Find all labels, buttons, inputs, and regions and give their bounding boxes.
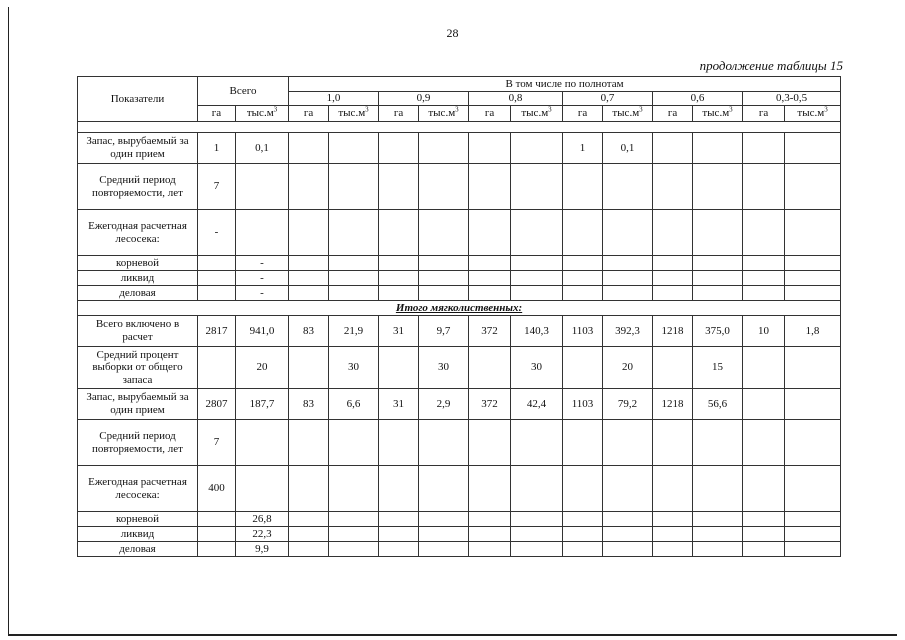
header-unit-ha: га — [469, 106, 511, 122]
table-cell: 187,7 — [236, 389, 289, 420]
table-cell: 0,1 — [603, 133, 653, 164]
table-cell — [743, 527, 785, 542]
header-unit-ha: га — [379, 106, 419, 122]
table-row — [78, 389, 841, 420]
table-cell: 392,3 — [603, 316, 653, 347]
table-cell — [785, 256, 841, 271]
row-label: деловая — [78, 286, 198, 301]
table-cell: 6,6 — [329, 389, 379, 420]
table-cell — [603, 271, 653, 286]
table-cell — [603, 512, 653, 527]
table-cell — [603, 466, 653, 512]
row-label: корневой — [78, 256, 198, 271]
table-cell: 1 — [563, 133, 603, 164]
table-cell — [653, 164, 693, 210]
table-cell: 30 — [511, 347, 563, 389]
table-cell — [289, 133, 329, 164]
table-cell — [419, 256, 469, 271]
header-unit-ha: га — [198, 106, 236, 122]
table-cell: 941,0 — [236, 316, 289, 347]
table-cell — [743, 389, 785, 420]
table-cell — [693, 542, 743, 557]
table-cell — [743, 164, 785, 210]
table-cell — [563, 271, 603, 286]
table-cell — [289, 256, 329, 271]
table-cell: 15 — [693, 347, 743, 389]
unit-exponent: 3 — [639, 105, 643, 114]
table-cell — [469, 512, 511, 527]
table-cell — [236, 210, 289, 256]
table-cell — [289, 347, 329, 389]
table-cell — [693, 133, 743, 164]
table-cell — [469, 286, 511, 301]
table-cell — [419, 420, 469, 466]
table-cell: 1218 — [653, 389, 693, 420]
table-cell — [198, 512, 236, 527]
row-label: Запас, вырубаемый за один прием — [78, 389, 198, 420]
table-cell — [236, 164, 289, 210]
table-cell: 79,2 — [603, 389, 653, 420]
table-cell — [511, 210, 563, 256]
table-row — [78, 316, 841, 347]
unit-base: тыс.м — [797, 107, 825, 120]
header-unit-volume — [236, 106, 289, 122]
header-density: 0,9 — [379, 92, 469, 106]
header-unit-ha: га — [289, 106, 329, 122]
table-cell — [693, 527, 743, 542]
header-unit-volume — [329, 106, 379, 122]
table-cell: 1 — [198, 133, 236, 164]
table-cell — [743, 542, 785, 557]
table-cell — [419, 542, 469, 557]
table-cell — [785, 466, 841, 512]
table-row — [78, 420, 841, 466]
table-cell: - — [236, 271, 289, 286]
table-cell — [469, 164, 511, 210]
table-cell — [329, 271, 379, 286]
table-cell — [511, 420, 563, 466]
table-cell — [329, 527, 379, 542]
table-cell — [785, 210, 841, 256]
table-cell — [563, 347, 603, 389]
table-cell: 1,8 — [785, 316, 841, 347]
table-cell — [329, 164, 379, 210]
table-cell — [693, 256, 743, 271]
table-cell — [419, 466, 469, 512]
table-cell: 22,3 — [236, 527, 289, 542]
table-row — [78, 271, 841, 286]
table-cell: 372 — [469, 316, 511, 347]
table-cell — [563, 542, 603, 557]
table-cell — [603, 542, 653, 557]
table-cell — [653, 466, 693, 512]
table-cell — [785, 164, 841, 210]
table-cell: 42,4 — [511, 389, 563, 420]
table-cell — [329, 466, 379, 512]
table-cell — [469, 527, 511, 542]
table-cell — [693, 164, 743, 210]
unit-exponent: 3 — [455, 105, 459, 114]
section-title: Итого мягколиственных: — [78, 301, 841, 316]
table-cell — [329, 420, 379, 466]
row-label: ликвид — [78, 527, 198, 542]
table-cell — [653, 286, 693, 301]
table-cell — [693, 466, 743, 512]
table-cell — [379, 210, 419, 256]
table-cell — [743, 210, 785, 256]
table-cell — [563, 210, 603, 256]
table-cell — [379, 512, 419, 527]
table-cell — [289, 466, 329, 512]
row-label: Всего включено в расчет — [78, 316, 198, 347]
table-cell — [603, 527, 653, 542]
table-cell — [785, 389, 841, 420]
section-row — [78, 301, 841, 316]
header-unit-ha: га — [653, 106, 693, 122]
table-cell — [603, 286, 653, 301]
table-row — [78, 347, 841, 389]
table-cell — [653, 210, 693, 256]
data-table — [77, 76, 841, 557]
table-cell — [198, 542, 236, 557]
table-row — [78, 286, 841, 301]
table-cell — [236, 466, 289, 512]
table-cell: 10 — [743, 316, 785, 347]
table-cell — [198, 271, 236, 286]
table-cell — [198, 527, 236, 542]
table-cell: 31 — [379, 316, 419, 347]
table-cell — [289, 164, 329, 210]
header-unit-ha: га — [563, 106, 603, 122]
table-cell: 1218 — [653, 316, 693, 347]
table-cell — [329, 286, 379, 301]
header-unit-volume — [785, 106, 841, 122]
table-cell — [329, 512, 379, 527]
header-indicator: Показатели — [78, 77, 198, 122]
table-cell — [511, 286, 563, 301]
row-label: Ежегодная расчетная лесосека: — [78, 466, 198, 512]
table-cell — [653, 347, 693, 389]
table-cell: 83 — [289, 389, 329, 420]
table-cell — [563, 286, 603, 301]
table-cell — [693, 210, 743, 256]
header-density: 0,6 — [653, 92, 743, 106]
table-cell — [603, 256, 653, 271]
header-unit-volume — [693, 106, 743, 122]
table-cell: 20 — [603, 347, 653, 389]
table-cell — [743, 286, 785, 301]
table-row — [78, 512, 841, 527]
table-cell — [563, 420, 603, 466]
table-cell — [289, 542, 329, 557]
table-cell: 26,8 — [236, 512, 289, 527]
table-cell: 30 — [419, 347, 469, 389]
unit-base: тыс.м — [612, 107, 640, 120]
table-row — [78, 466, 841, 512]
table-cell — [563, 527, 603, 542]
table-cell — [329, 542, 379, 557]
table-cell: 1103 — [563, 316, 603, 347]
table-cell — [469, 542, 511, 557]
header-density: 1,0 — [289, 92, 379, 106]
table-cell — [379, 286, 419, 301]
table-cell — [785, 347, 841, 389]
table-cell — [289, 210, 329, 256]
unit-exponent: 3 — [365, 105, 369, 114]
table-row — [78, 210, 841, 256]
table-cell — [198, 347, 236, 389]
table-cell: 2,9 — [419, 389, 469, 420]
table-cell — [743, 466, 785, 512]
header-unit-volume — [511, 106, 563, 122]
table-cell — [419, 527, 469, 542]
header-unit-ha: га — [743, 106, 785, 122]
table-cell — [653, 256, 693, 271]
table-cell: 375,0 — [693, 316, 743, 347]
table-cell — [563, 512, 603, 527]
table-cell — [329, 210, 379, 256]
table-cell: 9,7 — [419, 316, 469, 347]
table-cell — [419, 210, 469, 256]
table-cell — [469, 133, 511, 164]
table-cell — [379, 527, 419, 542]
table-cell — [419, 164, 469, 210]
spacer-row — [78, 122, 841, 133]
unit-exponent: 3 — [729, 105, 733, 114]
table-cell: 7 — [198, 420, 236, 466]
table-cell — [511, 512, 563, 527]
row-label: Запас, вырубаемый за один прием — [78, 133, 198, 164]
table-cell: 0,1 — [236, 133, 289, 164]
table-cell: 372 — [469, 389, 511, 420]
unit-exponent: 3 — [824, 105, 828, 114]
table-cell — [198, 286, 236, 301]
table-cell — [785, 271, 841, 286]
table-cell — [511, 542, 563, 557]
unit-exponent: 3 — [548, 105, 552, 114]
table-cell — [785, 286, 841, 301]
table-cell — [289, 512, 329, 527]
table-cell — [289, 286, 329, 301]
table-caption: продолжение таблицы 15 — [699, 58, 843, 73]
table-cell — [379, 542, 419, 557]
table-cell: 400 — [198, 466, 236, 512]
header-density: 0,3-0,5 — [743, 92, 841, 106]
table-cell — [603, 164, 653, 210]
table-row — [78, 133, 841, 164]
table-cell — [469, 256, 511, 271]
table-cell — [469, 271, 511, 286]
table-cell — [693, 286, 743, 301]
table-cell — [563, 256, 603, 271]
table-row — [78, 256, 841, 271]
table-cell — [511, 466, 563, 512]
table-cell — [329, 256, 379, 271]
unit-base: тыс.м — [702, 107, 730, 120]
table-cell: - — [236, 256, 289, 271]
table-cell — [419, 271, 469, 286]
header-unit-volume — [419, 106, 469, 122]
table-cell — [379, 256, 419, 271]
table-cell — [785, 420, 841, 466]
table-cell — [511, 256, 563, 271]
table-cell: 21,9 — [329, 316, 379, 347]
table-cell — [653, 512, 693, 527]
table-cell — [743, 271, 785, 286]
table-row — [78, 164, 841, 210]
table-cell — [785, 527, 841, 542]
header-total: Всего — [198, 77, 289, 106]
table-cell — [469, 210, 511, 256]
table-cell — [653, 420, 693, 466]
unit-base: тыс.м — [428, 107, 456, 120]
table-row — [78, 542, 841, 557]
row-label: Ежегодная расчетная лесосека: — [78, 210, 198, 256]
unit-base: тыс.м — [521, 107, 549, 120]
table-cell: - — [198, 210, 236, 256]
table-cell — [289, 527, 329, 542]
table-cell — [693, 271, 743, 286]
table-cell: 9,9 — [236, 542, 289, 557]
table-cell — [563, 164, 603, 210]
unit-base: тыс.м — [246, 107, 274, 120]
table-cell — [563, 466, 603, 512]
row-label: деловая — [78, 542, 198, 557]
table-cell — [743, 133, 785, 164]
row-label: Средний процент выборки от общего запаса — [78, 347, 198, 389]
table-cell — [653, 542, 693, 557]
table-cell — [419, 286, 469, 301]
table-row — [78, 527, 841, 542]
table-cell — [785, 133, 841, 164]
header-density-group: В том числе по полнотам — [289, 77, 841, 92]
table-cell — [785, 542, 841, 557]
header-density: 0,7 — [563, 92, 653, 106]
table-cell — [743, 512, 785, 527]
table-cell: 2807 — [198, 389, 236, 420]
unit-exponent: 3 — [273, 105, 278, 114]
table-cell — [743, 256, 785, 271]
header-density: 0,8 — [469, 92, 563, 106]
table-cell — [469, 466, 511, 512]
row-label: ликвид — [78, 271, 198, 286]
table-cell: 7 — [198, 164, 236, 210]
table-cell — [379, 466, 419, 512]
table-cell — [653, 271, 693, 286]
table-cell — [379, 271, 419, 286]
table-cell: 31 — [379, 389, 419, 420]
table-cell — [198, 256, 236, 271]
table-cell: 1103 — [563, 389, 603, 420]
table-cell — [785, 512, 841, 527]
page-number: 28 — [446, 26, 459, 40]
table-cell — [236, 420, 289, 466]
row-label: корневой — [78, 512, 198, 527]
table-cell — [289, 271, 329, 286]
table-cell — [379, 133, 419, 164]
table-cell — [289, 420, 329, 466]
table-cell — [743, 420, 785, 466]
table-cell: 140,3 — [511, 316, 563, 347]
table-cell — [603, 420, 653, 466]
table-cell: 56,6 — [693, 389, 743, 420]
table-cell — [653, 133, 693, 164]
table-cell — [511, 271, 563, 286]
table-cell — [379, 164, 419, 210]
table-cell — [511, 164, 563, 210]
row-label: Средний период повторяемости, лет — [78, 420, 198, 466]
unit-base: тыс.м — [338, 107, 366, 120]
table-cell: 2817 — [198, 316, 236, 347]
table-cell — [511, 133, 563, 164]
table-cell — [329, 133, 379, 164]
table-cell — [419, 512, 469, 527]
table-cell — [419, 133, 469, 164]
table-cell — [379, 420, 419, 466]
table-cell: - — [236, 286, 289, 301]
table-cell — [743, 347, 785, 389]
table-cell — [603, 210, 653, 256]
table-cell — [693, 512, 743, 527]
table-cell — [469, 420, 511, 466]
table-cell: 20 — [236, 347, 289, 389]
table-cell: 83 — [289, 316, 329, 347]
table-cell — [379, 347, 419, 389]
table-cell: 30 — [329, 347, 379, 389]
header-unit-volume — [603, 106, 653, 122]
table-cell — [653, 527, 693, 542]
table-cell — [511, 527, 563, 542]
table-cell — [693, 420, 743, 466]
table-cell — [469, 347, 511, 389]
row-label: Средний период повторяемости, лет — [78, 164, 198, 210]
